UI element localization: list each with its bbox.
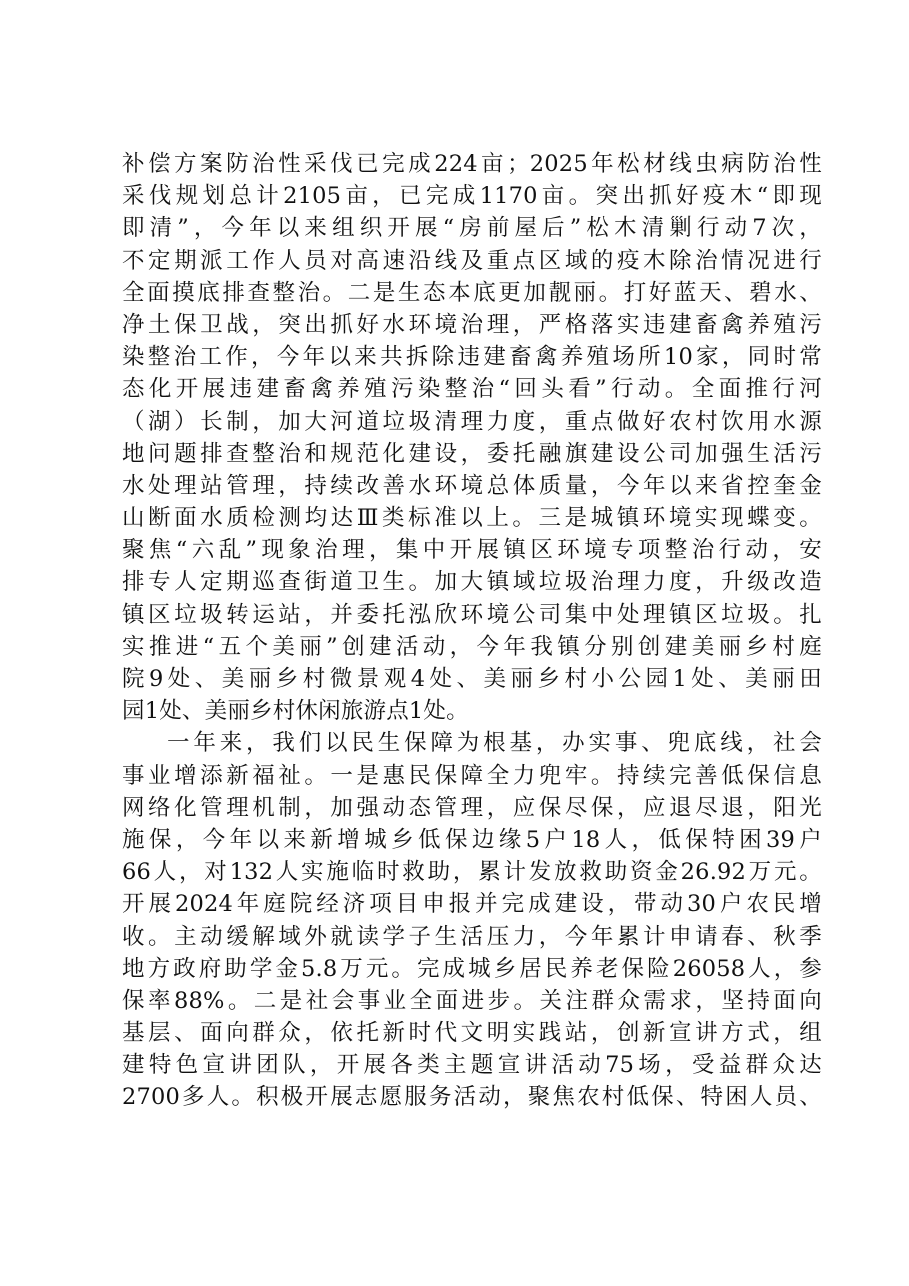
text-line: 镇区垃圾转运站，并委托泓欣环境公司集中处理镇区垃圾。扎 [122,601,822,628]
text-line: （湖）长制，加大河道垃圾清理力度，重点做好农村饮用水源 [122,408,822,435]
text-line: 园1处、美丽乡村休闲旅游点1处。 [122,698,469,725]
text-line: 染整治工作，今年以来共拆除违建畜禽养殖场所10家，同时常 [122,344,822,371]
text-line: 即清”，今年以来组织开展“房前屋后”松木清剿行动7次， [122,215,822,242]
text-line: 收。主动缓解域外就读学子生活压力，今年累计申请春、秋季 [122,923,822,950]
text-line: 基层、面向群众，依托新时代文明实践站，创新宣讲方式，组 [122,1020,822,1047]
text-line: 建特色宣讲团队，开展各类主题宣讲活动75场，受益群众达 [122,1052,822,1079]
text-line: 不定期派工作人员对高速沿线及重点区域的疫木除治情况进行 [122,247,822,274]
text-line: 山断面水质检测均达Ⅲ类标准以上。三是城镇环境实现蝶变。 [122,505,822,532]
document-body [122,148,822,1114]
text-line: 排专人定期巡查街道卫生。加大镇域垃圾治理力度，升级改造 [122,569,822,596]
text-line: 保率88%。二是社会事业全面进步。关注群众需求，坚持面向 [122,987,822,1014]
text-line: 净土保卫战，突出抓好水环境治理，严格落实违建畜禽养殖污 [122,311,822,338]
text-line: 地问题排查整治和规范化建设，委托融旗建设公司加强生活污 [122,440,822,467]
text-line: 施保，今年以来新增城乡低保边缘5户18人，低保特困39户 [122,826,822,853]
text-line: 补偿方案防治性采伐已完成224亩；2025年松材线虫病防治性 [122,151,822,177]
text-line: 实推进“五个美丽”创建活动，今年我镇分别创建美丽乡村庭 [122,633,822,660]
text-line: 水处理站管理，持续改善水环境总体质量，今年以来省控奎金 [122,472,822,499]
text-line: 全面摸底排查整治。二是生态本底更加靓丽。打好蓝天、碧水、 [122,279,822,306]
text-line: 聚焦“六乱”现象治理，集中开展镇区环境专项整治行动，安 [122,537,822,564]
text-line: 一年来，我们以民生保障为根基，办实事、兜底线，社会 [167,730,822,757]
text-line: 网络化管理机制，加强动态管理，应保尽保，应退尽退，阳光 [122,794,822,821]
text-line: 态化开展违建畜禽养殖污染整治“回头看”行动。全面推行河 [122,376,822,403]
text-line: 院9处、美丽乡村微景观4处、美丽乡村小公园1处、美丽田 [122,666,822,692]
text-line: 事业增添新福祉。一是惠民保障全力兜牢。持续完善低保信息 [122,762,822,789]
text-line: 开展2024年庭院经济项目申报并完成建设，带动30户农民增 [122,891,822,918]
text-line: 采伐规划总计2105亩，已完成1170亩。突出抓好疫木“即现 [122,183,822,210]
paragraph-2 [122,727,822,1113]
text-line: 66人，对132人实施临时救助，累计发放救助资金26.92万元。 [122,859,822,886]
text-line: 2700多人。积极开展志愿服务活动，聚焦农村低保、特困人员、 [122,1084,822,1111]
text-line: 地方政府助学金5.8万元。完成城乡居民养老保险26058人，参 [122,955,822,982]
paragraph-1 [122,148,822,727]
